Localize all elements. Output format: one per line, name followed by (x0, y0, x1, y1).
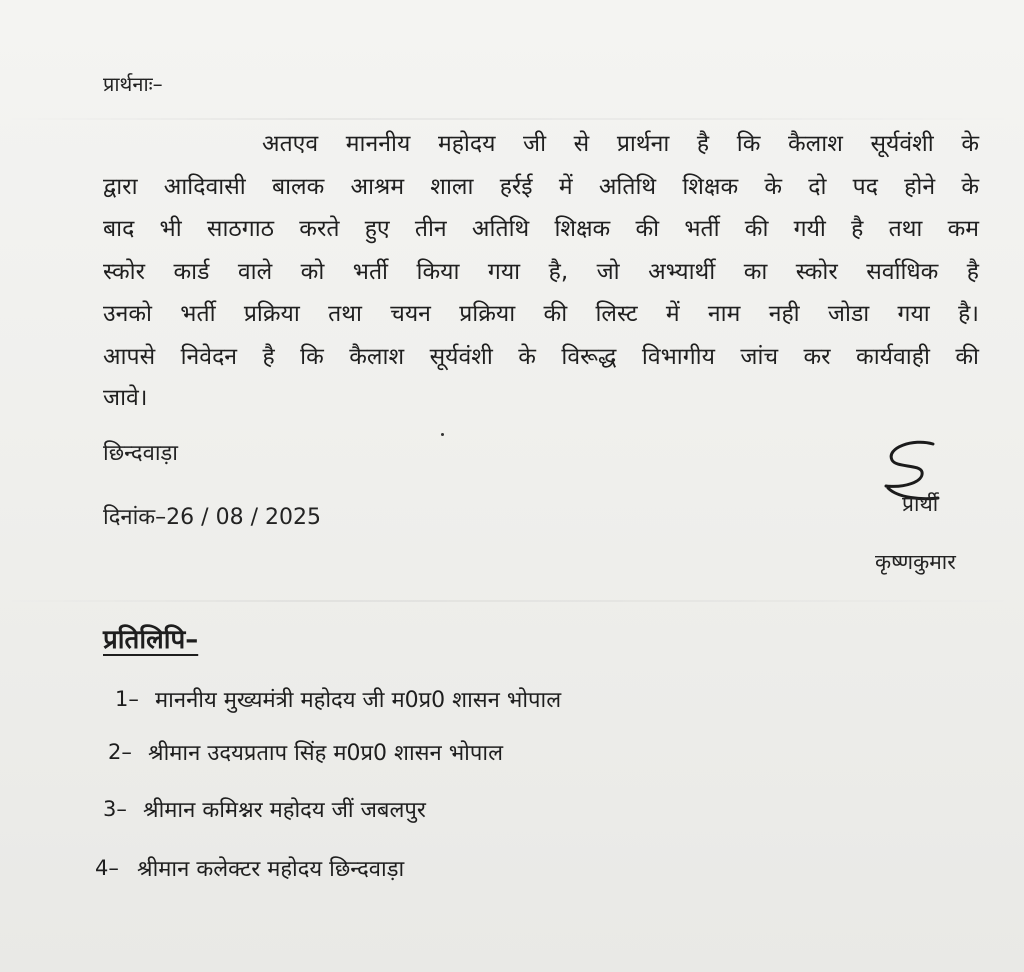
ink-dot (441, 433, 444, 436)
copy-item-text: माननीय मुख्यमंत्री महोदय जी म0प्र0 शासन भोपाल (155, 688, 562, 713)
applicant-name: कृष्णकुमार (875, 550, 956, 574)
body-line-4: स्कोर कार्ड वाले को भर्ती किया गया है, जो अभ्यार्थी का स्कोर सर्वाधिक है (103, 259, 979, 285)
body-line-5: उनको भर्ती प्रक्रिया तथा चयन प्रक्रिया की लिस्ट में नाम नही जोडा गया है। (103, 301, 979, 327)
copy-item-text: श्रीमान उदयप्रताप सिंह म0प्र0 शासन भोपाल (148, 741, 503, 766)
body-line-2: द्वारा आदिवासी बालक आश्रम शाला हर्रई में अतिथि शिक्षक के दो पद होने के (103, 174, 979, 200)
date: दिनांक–26 / 08 / 2025 (103, 505, 321, 530)
body-line-1: अतएव माननीय महोदय जी से प्रार्थना है कि कैलाश सूर्यवंशी के (262, 131, 979, 157)
body-line-7: जावे। (103, 385, 148, 411)
copy-item-number: 1– (115, 687, 139, 711)
copy-item-number: 4– (95, 856, 119, 880)
place: छिन्दवाड़ा (103, 441, 178, 466)
copy-heading: प्रतिलिपि– (103, 625, 199, 655)
body-line-3: बाद भी साठगाठ करते हुए तीन अतिथि शिक्षक की भर्ती की गयी है तथा कम (103, 216, 979, 242)
paper-crease (0, 118, 1024, 120)
paper-crease (0, 600, 1024, 602)
salutation: प्रार्थनाः– (103, 72, 163, 96)
copy-item-number: 2– (108, 740, 132, 764)
body-line-6: आपसे निवेदन है कि कैलाश सूर्यवंशी के विरूद्ध विभागीय जांच कर कार्यवाही की (103, 344, 979, 370)
applicant-label: प्रार्थी (902, 492, 939, 516)
copy-item-text: श्रीमान कलेक्टर महोदय छिन्दवाड़ा (137, 857, 405, 882)
copy-item-number: 3– (103, 797, 127, 821)
copy-item-text: श्रीमान कमिश्नर महोदय जीं जबलपुर (143, 798, 426, 823)
